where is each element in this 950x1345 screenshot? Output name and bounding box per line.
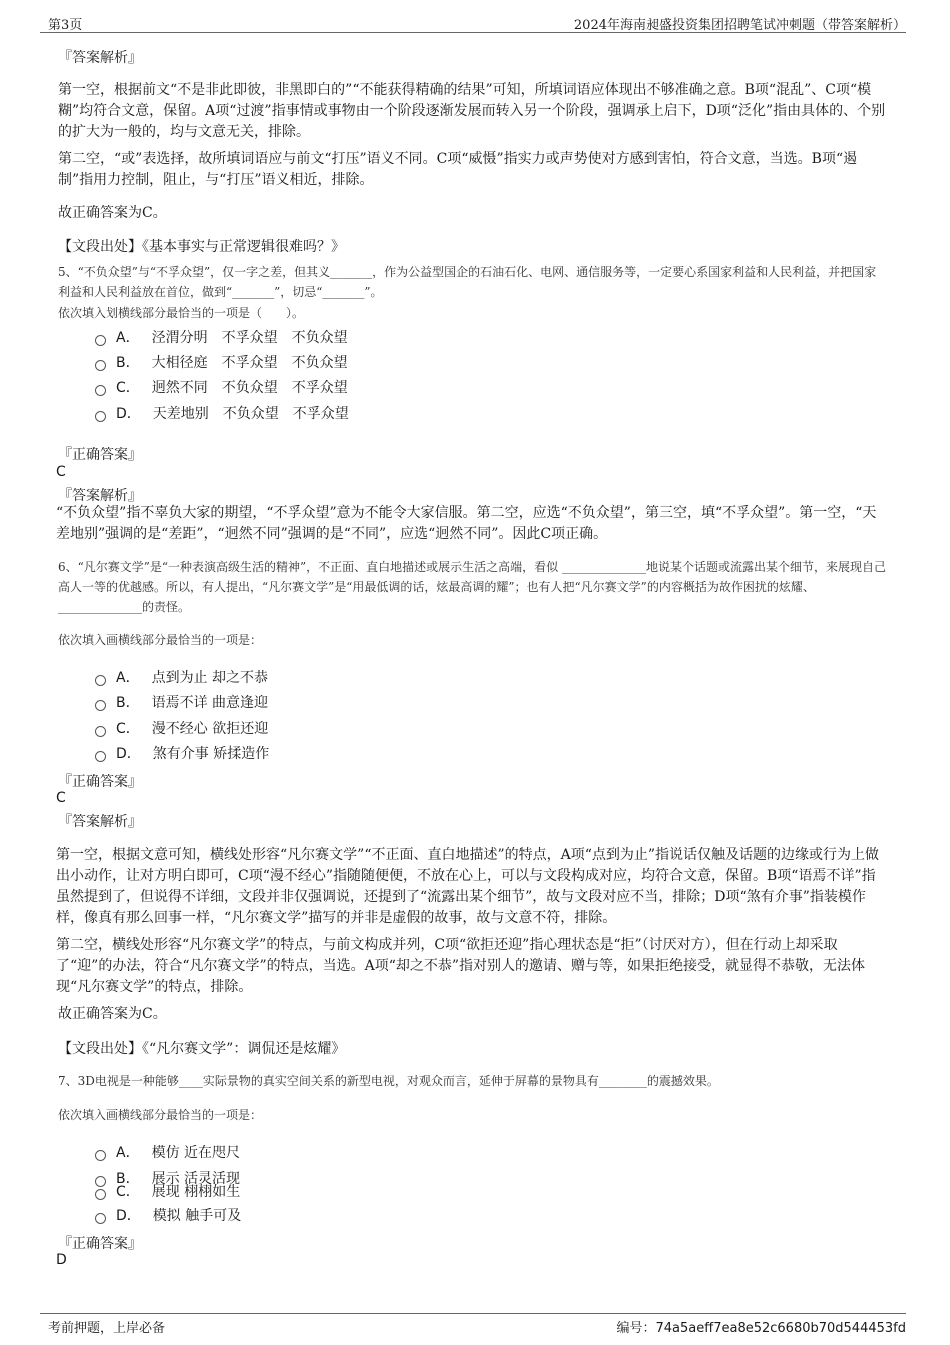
q6-analysis-p1: 第一空，根据文意可知，横线处形容“凡尔赛文学”“不正面、直白地描述”的特点，A项“点到为止”指说话仅触及话题的边缘或行为上做出小动作，让对方明白即可，C项“漫不经心”指随随便便，不放在心上，可以与文段构成对应，均符合文意，保留。B项“语焉不详”指虽然提到了，但说得不详细，文段并非仅强调说，还提到了“流露出某个细节”，故与文段对应不当，排除；D项“煞有介事”指装模作样，像真有那么回事一样，“凡尔赛文学”描写的并非是虚假的故事，故与文意不符，排除。 — [56, 847, 880, 926]
q5-analysis: “不负众望”指不辜负大家的期望，“不孚众望”意为不能令大家信服。第二空，应选“不负众望”，第三空，填“不孚众望”。第一空，“天差地别”强调的是“差距”，“迥然不同”强调的是“不同”，应选“迥然不同”。因此C项正确。 — [56, 505, 877, 542]
radio-icon[interactable] — [95, 700, 106, 711]
q6-answer: C — [56, 790, 66, 806]
correct-answer-label: 『正确答案』 — [58, 774, 142, 790]
document-title: 2024年海南昶盛投资集团招聘笔试冲刺题（带答案解析） — [573, 18, 906, 33]
q6-source: 【文段出处】《“凡尔赛文学”：调侃还是炫耀》 — [58, 1041, 346, 1057]
radio-icon[interactable] — [95, 335, 106, 346]
radio-icon[interactable] — [95, 1150, 106, 1161]
analysis-label: 『答案解析』 — [58, 488, 142, 504]
q7-answer: D — [56, 1252, 67, 1268]
q6-option-a[interactable]: A． 点到为止 却之不恭 — [95, 667, 268, 687]
radio-icon[interactable] — [95, 1213, 106, 1224]
q5-option-a[interactable]: A． 泾渭分明 不孚众望 不负众望 — [95, 327, 348, 347]
q5-option-b[interactable]: B． 大相径庭 不孚众望 不负众望 — [95, 352, 348, 372]
radio-icon[interactable] — [95, 726, 106, 737]
q6-option-b[interactable]: B． 语焉不详 曲意逢迎 — [95, 692, 268, 712]
radio-icon[interactable] — [95, 360, 106, 371]
q6-analysis-p2: 第二空，横线处形容“凡尔赛文学”的特点，与前文构成并列，C项“欲拒还迎”指心理状态是“拒”（讨厌对方），但在行动上却采取了“迎”的办法，符合“凡尔赛文学”的特点，当选。A项“却之不恭”指对别人的邀请、赠与等，如果拒绝接受，就显得不恭敬，无法体现“凡尔赛文学”的特点，排除。 — [56, 937, 866, 995]
q5-stem: 5、“不负众望”与“不孚众望”，仅一字之差，但其义_______，作为公益型国企的石油石化、电网、通信服务等，一定要心系国家利益和人民利益，并把国家利益和人民利益放在首位，做到“_______”，切忌“_______”。 — [58, 265, 877, 299]
analysis-label: 『答案解析』 — [58, 814, 142, 830]
q4-conclusion: 故正确答案为C。 — [58, 205, 167, 221]
page-footer — [40, 1313, 906, 1336]
q6-prompt: 依次填入画横线部分最恰当的一项是： — [58, 633, 263, 647]
correct-answer-label: 『正确答案』 — [58, 1236, 142, 1252]
q7-option-d[interactable]: D． 模拟 触手可及 — [95, 1205, 241, 1225]
q5-answer: C — [56, 464, 66, 480]
q5-option-d[interactable]: D． 天差地别 不负众望 不孚众望 — [95, 403, 349, 423]
analysis-label: 『答案解析』 — [58, 50, 142, 66]
q6-conclusion: 故正确答案为C。 — [58, 1006, 167, 1022]
q7-prompt: 依次填入画横线部分最恰当的一项是： — [58, 1108, 263, 1122]
radio-icon[interactable] — [95, 411, 106, 422]
radio-icon[interactable] — [95, 675, 106, 686]
q4-analysis-p2: 第二空，“或”表选择，故所填词语应与前文“打压”语义不同。C项“威慑”指实力或声势使对方感到害怕，符合文意，当选。B项“遏制”指用力控制，阻止，与“打压”语义相近，排除。 — [58, 151, 858, 188]
q7-option-c[interactable]: C． 展现 栩栩如生 — [95, 1181, 240, 1201]
page-header — [40, 10, 906, 33]
q5-option-c[interactable]: C． 迥然不同 不负众望 不孚众望 — [95, 377, 348, 397]
radio-icon[interactable] — [95, 751, 106, 762]
q4-source: 【文段出处】《基本事实与正常逻辑很难吗？》 — [58, 239, 345, 255]
q4-analysis-p1: 第一空，根据前文“不是非此即彼，非黑即白的”“不能获得精确的结果”可知，所填词语应体现出不够准确之意。B项“混乱”、C项“模糊”均符合文意，保留。A项“过渡”指事情或事物由一个阶段逐渐发展而转入另一个阶段，强调承上启下，D项“泛化”指由具体的、个别的扩大为一般的，均与文意无关，排除。 — [58, 82, 886, 140]
document-id: 编号：74a5aeff7ea8e52c6680b70d544453fd — [616, 1321, 906, 1336]
q7-option-b[interactable]: B． 展示 活灵活现 — [95, 1168, 240, 1188]
q6-stem: 6、“凡尔赛文学”是“一种表演高级生活的精神”，不正面、直白地描述或展示生活之高端，看似 ______________地说某个话题或流露出某个细节，来展现自己高人一等的优越感。所以，有人提出，“凡尔赛文学”是“用最低调的话，炫最高调的耀”；也有人把“凡尔赛文学”的内容概括为故作困扰的炫耀、 ______________的责怪。 — [58, 560, 886, 614]
page-number: 第3页 — [48, 18, 83, 33]
radio-icon[interactable] — [95, 1189, 106, 1200]
radio-icon[interactable] — [95, 385, 106, 396]
q5-prompt: 依次填入划横线部分最恰当的一项是（ ）。 — [58, 306, 305, 320]
q7-option-a[interactable]: A． 模仿 近在咫尺 — [95, 1142, 240, 1162]
q7-stem: 7、3D电视是一种能够____实际景物的真实空间关系的新型电视，对观众而言，延伸于屏幕的景物具有________的震撼效果。 — [58, 1074, 719, 1088]
q6-option-d[interactable]: D． 煞有介事 矫揉造作 — [95, 743, 269, 763]
footer-slogan: 考前押题，上岸必备 — [48, 1321, 166, 1336]
q6-option-c[interactable]: C． 漫不经心 欲拒还迎 — [95, 718, 268, 738]
correct-answer-label: 『正确答案』 — [58, 447, 142, 463]
